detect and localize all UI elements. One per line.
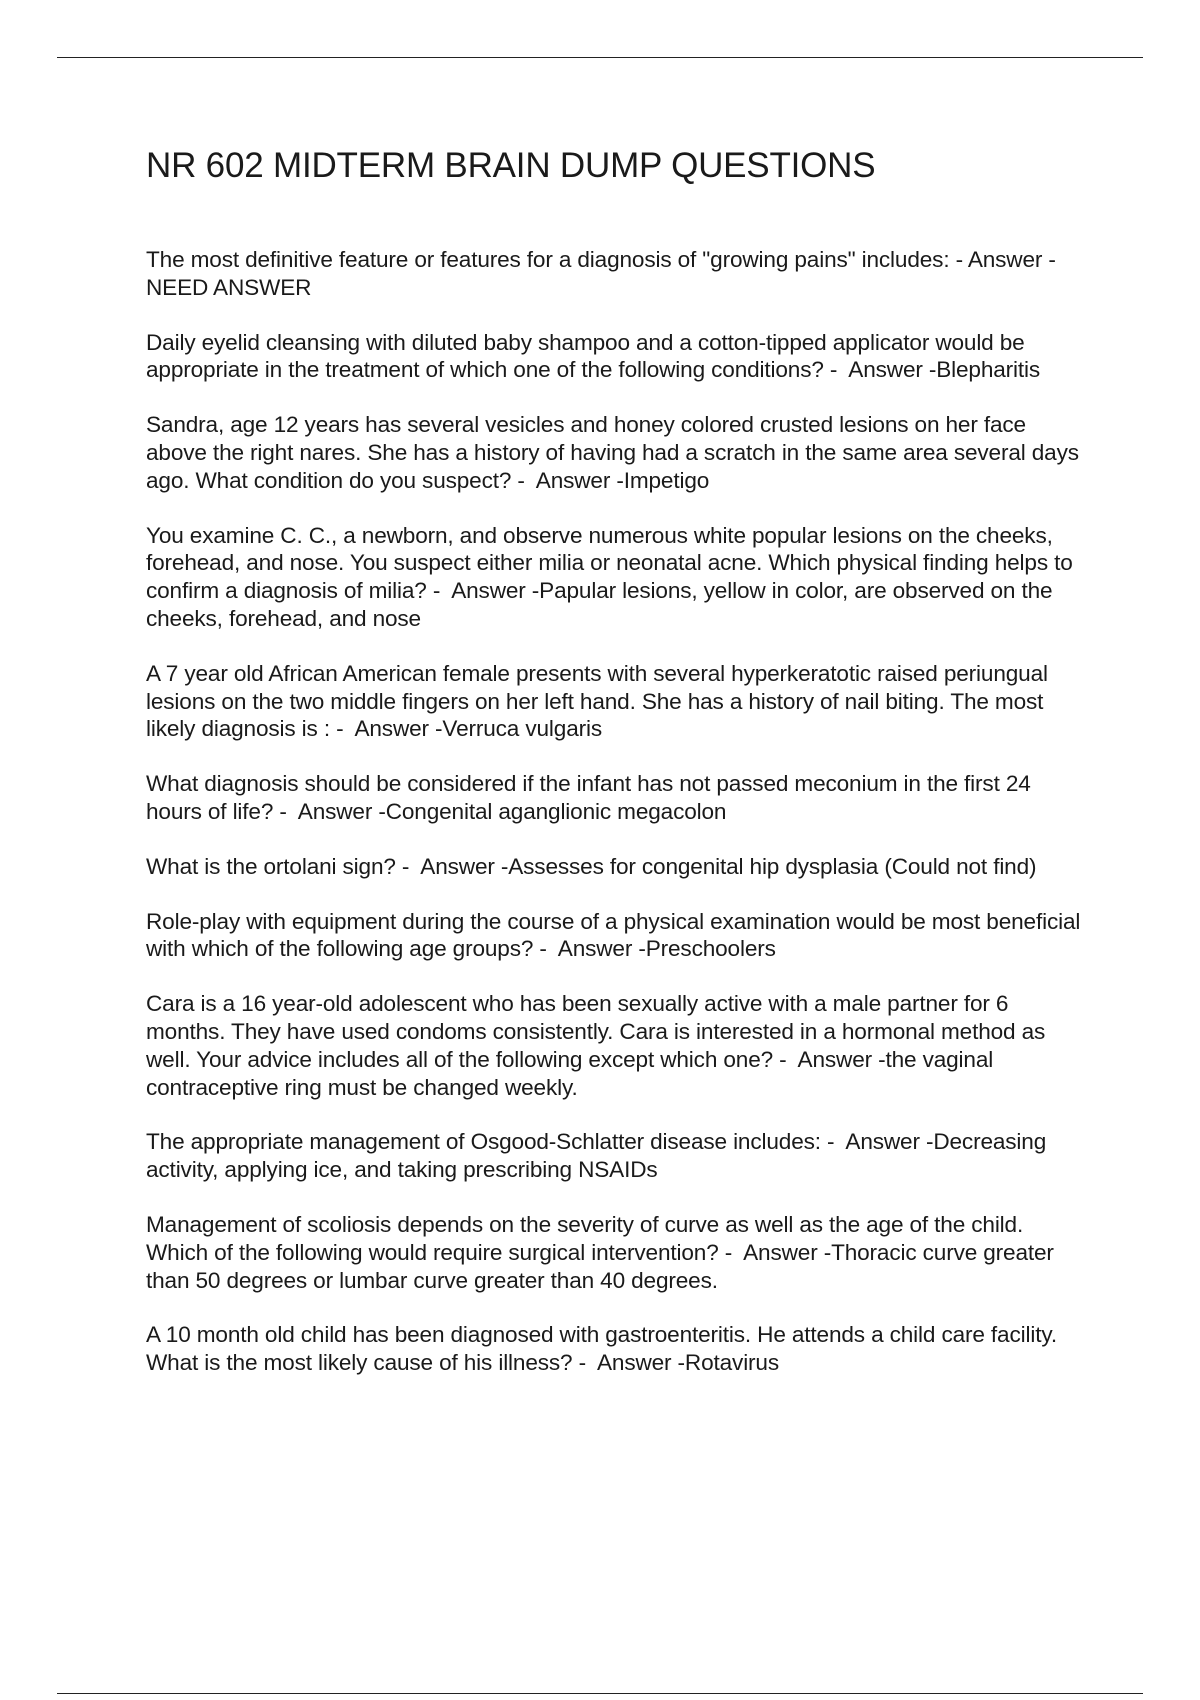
question-item: Sandra, age 12 years has several vesicles and honey colored crusted lesions on her face above the right nares. She has a history of having had a scratch in the same area several days ago. What condition do you suspect? - Answer -Impetigo	[146, 412, 1086, 493]
question-item: The appropriate management of Osgood-Schlatter disease includes: - Answer -Decreasing activity, applying ice, and taking prescribing NSAIDs	[146, 1129, 1053, 1183]
bottom-divider	[57, 1693, 1143, 1694]
top-divider	[57, 57, 1143, 58]
question-item: Management of scoliosis depends on the severity of curve as well as the age of the child. Which of the following would require surgical intervention? - Answer -Thoracic curve greater than 50 degrees or lumbar curve greater than 40 degrees.	[146, 1211, 1060, 1293]
question-item: Cara is a 16 year-old adolescent who has been sexually active with a male partner for 6 months. They have used condoms consistently. Cara is interested in a hormonal method as well. Your advice includes all of the following except which one? - Answer -the vaginal contraceptive ring must be changed weekly.	[146, 991, 1052, 1100]
document-body	[146, 141, 1090, 1404]
question-item: Daily eyelid cleansing with diluted baby shampoo and a cotton-tipped applicator would be appropriate in the treatment of which one of the following conditions? - Answer -Blepharitis	[146, 329, 1041, 383]
question-list	[146, 246, 1090, 1377]
question-item: What diagnosis should be considered if the infant has not passed meconium in the first 24 hours of life? - Answer -Congenital aganglionic megacolon	[146, 771, 1037, 824]
question-item: A 7 year old African American female presents with several hyperkeratotic raised periungual lesions on the two middle fingers on her left hand. She has a history of nail biting. The most likely diagnosis is : - Answer -Verruca vulgaris	[146, 660, 1055, 742]
question-item: What is the ortolani sign? - Answer -Assesses for congenital hip dysplasia (Could not find)	[146, 853, 1037, 879]
document-title: NR 602 MIDTERM BRAIN DUMP QUESTIONS	[146, 146, 876, 185]
question-item: A 10 month old child has been diagnosed with gastroenteritis. He attends a child care facility. What is the most likely cause of his illness? - Answer -Rotavirus	[146, 1322, 1064, 1376]
question-item: The most definitive feature or features for a diagnosis of "growing pains" includes: - Answer -NEED ANSWER	[146, 247, 1056, 300]
question-item: You examine C. C., a newborn, and observe numerous white popular lesions on the cheeks, forehead, and nose. You suspect either milia or neonatal acne. Which physical finding helps to confirm a diagnosis of milia? - Answer -Papular lesions, yellow in color, are observed on the cheeks, forehead, and nose	[146, 522, 1079, 631]
question-item: Role-play with equipment during the course of a physical examination would be most beneficial with which of the following age groups? - Answer -Preschoolers	[146, 908, 1087, 962]
